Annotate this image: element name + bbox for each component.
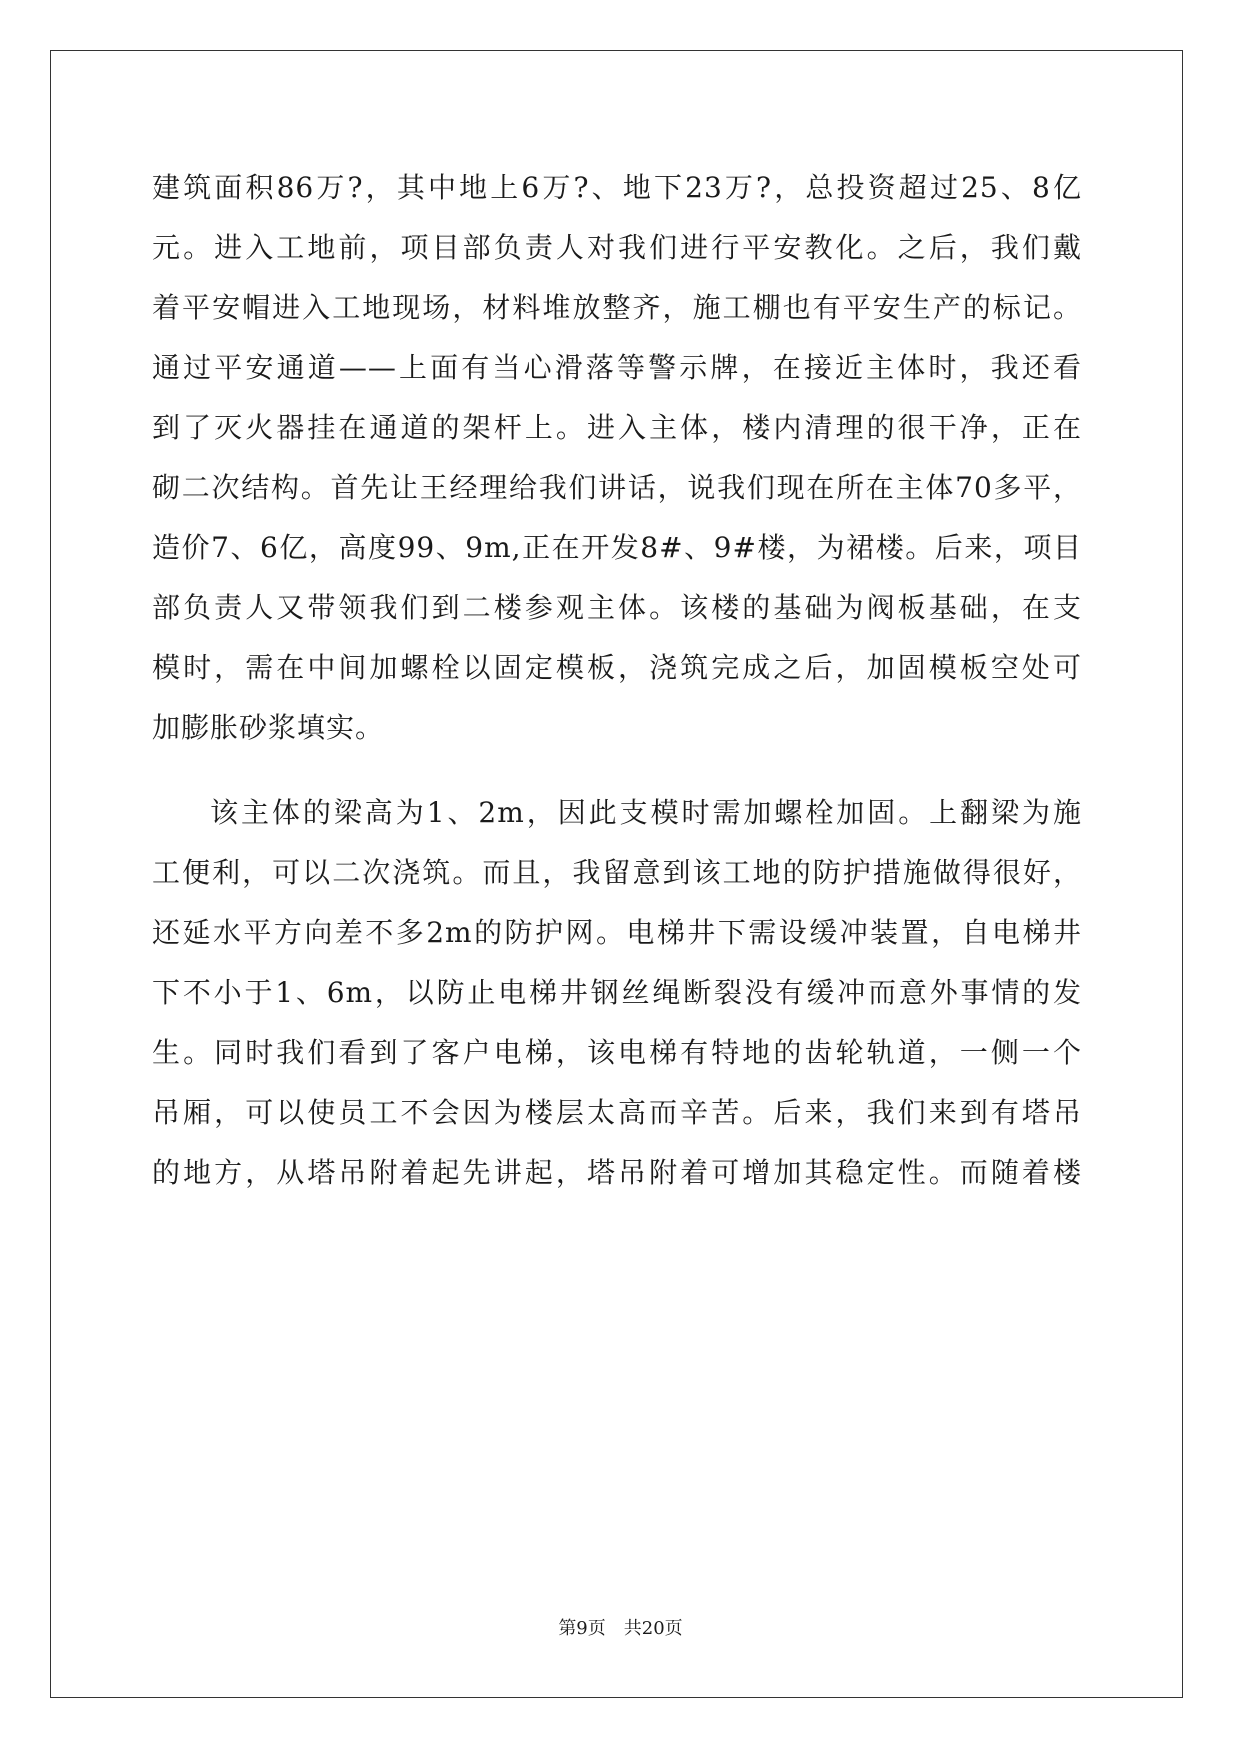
text-line: 生。同时我们看到了客户电梯，该电梯有特地的齿轮轨道，一侧一个 [152,1036,1082,1069]
text-line: 的地方，从塔吊附着起先讲起，塔吊附着可增加其稳定性。而随着楼 [152,1156,1082,1189]
text-line: 下不小于1、6m，以防止电梯井钢丝绳断裂没有缓冲而意外事情的发 [152,976,1082,1009]
text-line: 还延水平方向差不多2m的防护网。电梯井下需设缓冲装置，自电梯井 [152,916,1082,949]
paragraph-1 [152,158,1082,758]
document-body [152,158,1082,1203]
text-line: 部负责人又带领我们到二楼参观主体。该楼的基础为阀板基础，在支 [152,591,1082,624]
page-number-footer: 第9页 共20页 [558,1618,683,1639]
text-line: 元。进入工地前，项目部负责人对我们进行平安教化。之后，我们戴 [152,231,1082,264]
text-line: 通过平安通道——上面有当心滑落等警示牌，在接近主体时，我还看 [152,351,1082,384]
text-line: 加膨胀砂浆填实。 [152,711,385,744]
text-line: 模时，需在中间加螺栓以固定模板，浇筑完成之后，加固模板空处可 [152,651,1082,684]
text-line: 着平安帽进入工地现场，材料堆放整齐，施工棚也有平安生产的标记。 [152,291,1082,324]
text-line: 到了灭火器挂在通道的架杆上。进入主体，楼内清理的很干净，正在 [152,411,1082,444]
text-line: 吊厢，可以使员工不会因为楼层太高而辛苦。后来，我们来到有塔吊 [152,1096,1082,1129]
text-line: 砌二次结构。首先让王经理给我们讲话，说我们现在所在主体70多平， [152,471,1082,504]
text-line: 该主体的梁高为1、2m，因此支模时需加螺栓加固。上翻梁为施 [210,796,1082,829]
text-line: 造价7、6亿，高度99、9m,正在开发8#、9#楼，为裙楼。后来，项目 [152,531,1082,564]
text-line: 建筑面积86万?，其中地上6万?、地下23万?，总投资超过25、8亿 [152,171,1082,204]
paragraph-2 [152,783,1082,1203]
text-line: 工便利，可以二次浇筑。而且，我留意到该工地的防护措施做得很好， [152,856,1082,889]
